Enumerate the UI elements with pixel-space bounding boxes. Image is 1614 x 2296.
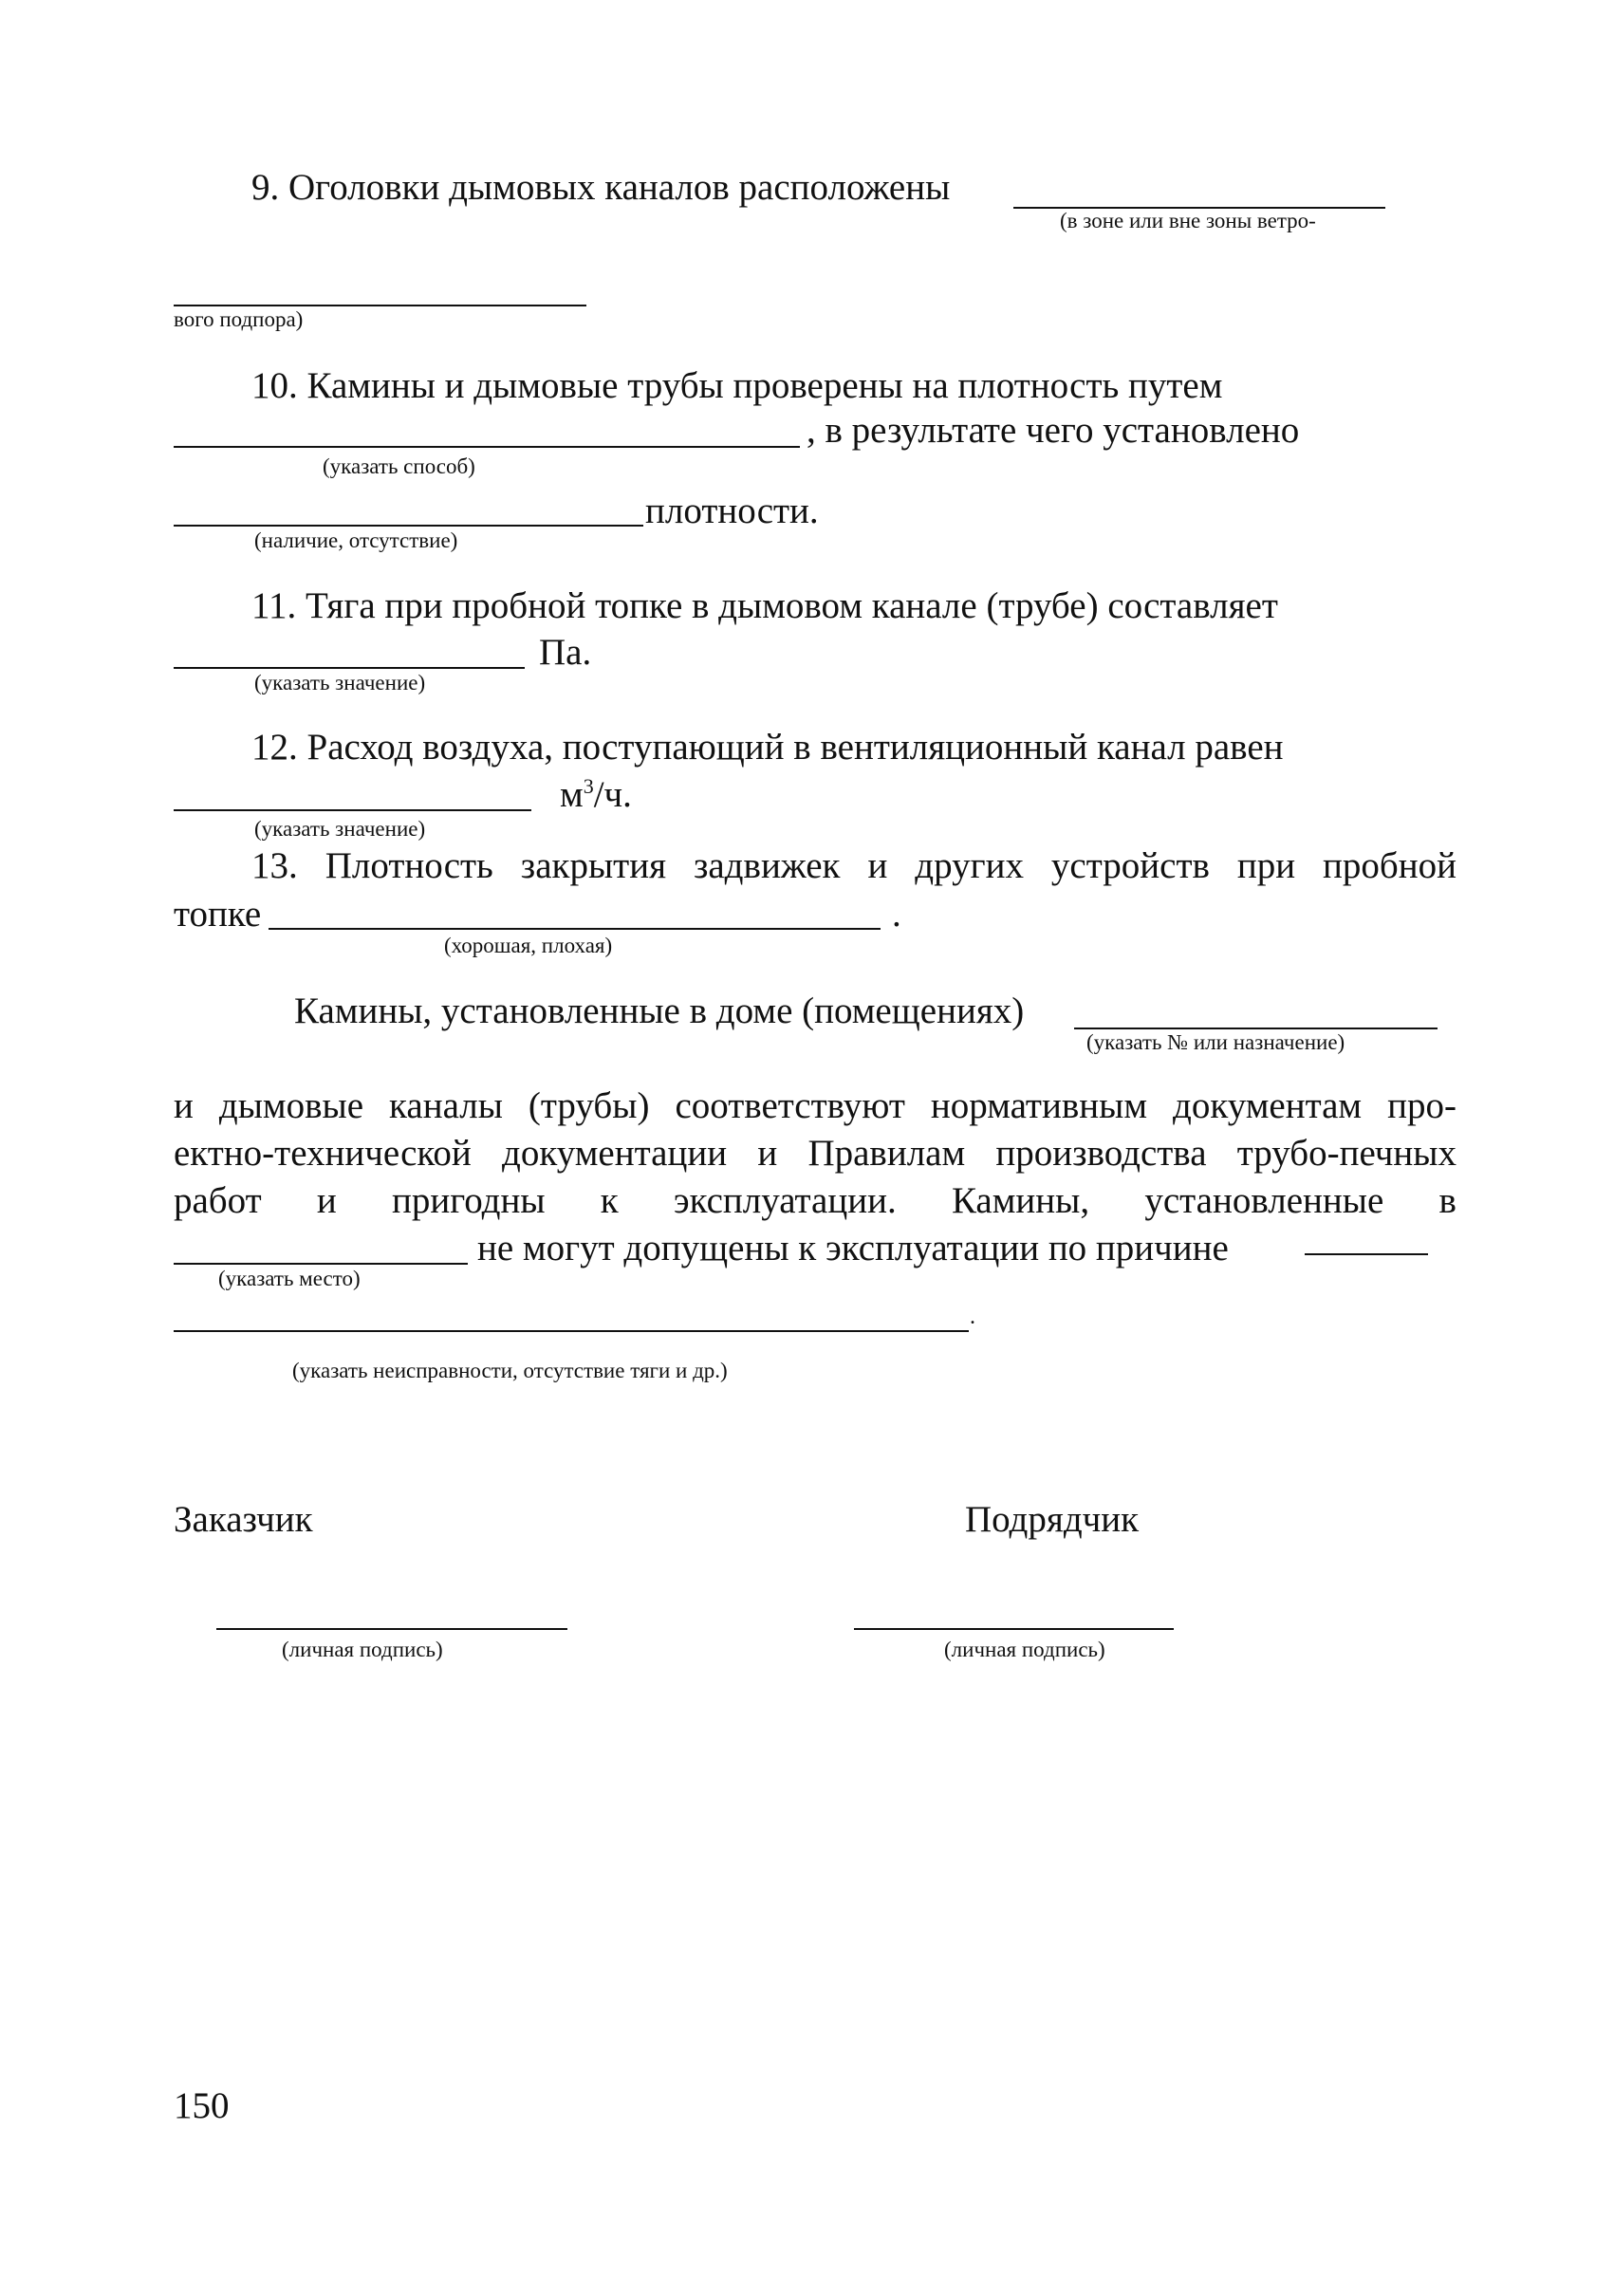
conclusion-line3-word: Камины,: [951, 1180, 1090, 1221]
conclusion-reason-field-line: [1305, 1253, 1428, 1255]
item13-text: 13. Плотность закрытия задвижек и других устройств при пробной: [251, 845, 1456, 886]
item10-density-word: плотности.: [645, 491, 819, 531]
signature-customer-hint: (личная подпись): [282, 1638, 443, 1661]
item12-hint: (указать значение): [254, 817, 426, 841]
conclusion-line3-word: работ: [174, 1180, 262, 1221]
item13-hint: (хорошая, плохая): [444, 934, 613, 957]
conclusion-intro-field-line: [1074, 1028, 1438, 1029]
item10-text: 10. Камины и дымовые трубы проверены на плотность путем: [251, 365, 1223, 406]
item12-value-field-line: [174, 809, 531, 811]
item9-location-field-line-continued: [174, 305, 586, 306]
conclusion-line3: [174, 1182, 1456, 1219]
conclusion-defects-field-line: [174, 1330, 969, 1332]
signature-contractor-line: [854, 1628, 1174, 1630]
conclusion-defects-hint: (указать неисправности, отсутствие тяги и др.): [292, 1359, 728, 1382]
item11-unit: Па.: [539, 632, 592, 673]
item13-word: топке: [174, 894, 262, 935]
signature-customer-line: [216, 1628, 567, 1630]
item10-method-hint: (указать способ): [323, 454, 475, 478]
conclusion-line3-word: в: [1438, 1180, 1456, 1221]
conclusion-defects-dot: .: [970, 1305, 975, 1329]
item9-hint-part2: вого подпора): [174, 307, 304, 331]
conclusion-place-field-line: [174, 1263, 468, 1265]
item13-quality-field-line: [269, 928, 881, 930]
conclusion-line3-word: и: [316, 1180, 337, 1221]
item10-result-text: , в результате чего установлено: [807, 410, 1300, 451]
item13-dot: .: [892, 894, 901, 935]
item10-method-field-line: [174, 446, 800, 448]
item11-hint: (указать значение): [254, 671, 426, 694]
signature-contractor-label: Подрядчик: [965, 1499, 1140, 1540]
item12-unit-rest: /ч.: [593, 774, 632, 815]
conclusion-line3-word: установленные: [1144, 1180, 1384, 1221]
conclusion-line3-word: пригодны: [391, 1180, 546, 1221]
item12-text: 12. Расход воздуха, поступающий в вентиляционный канал равен: [251, 727, 1284, 768]
page-number: 150: [174, 2085, 230, 2126]
conclusion-line4: не могут допущены к эксплуатации по причине: [477, 1228, 1229, 1268]
item12-unit-base: м: [560, 774, 584, 815]
conclusion-line1: и дымовые каналы (трубы) соответствуют нормативным документам про-: [174, 1085, 1456, 1126]
item10-presence-field-line: [174, 525, 643, 527]
conclusion-line2: ектно-технической документации и Правилам производства трубо-печных: [174, 1133, 1456, 1174]
item9-hint-part1: (в зоне или вне зоны ветро-: [1060, 209, 1316, 232]
signature-contractor-hint: (личная подпись): [944, 1638, 1105, 1661]
conclusion-line3-word: к: [600, 1180, 619, 1221]
item10-presence-hint: (наличие, отсутствие): [254, 528, 458, 552]
conclusion-place-hint: (указать место): [218, 1267, 361, 1290]
conclusion-intro-hint: (указать № или назначение): [1086, 1030, 1345, 1054]
item11-value-field-line: [174, 667, 525, 669]
signature-customer-label: Заказчик: [174, 1499, 313, 1540]
conclusion-line3-word: эксплуатации.: [673, 1180, 897, 1221]
item12-unit: [560, 776, 632, 813]
item12-unit-exponent: 3: [583, 774, 594, 798]
conclusion-intro: Камины, установленные в доме (помещениях): [294, 991, 1025, 1031]
item11-text: 11. Тяга при пробной топке в дымовом канале (трубе) составляет: [251, 585, 1278, 626]
item9-text: 9. Оголовки дымовых каналов расположены: [251, 167, 951, 208]
